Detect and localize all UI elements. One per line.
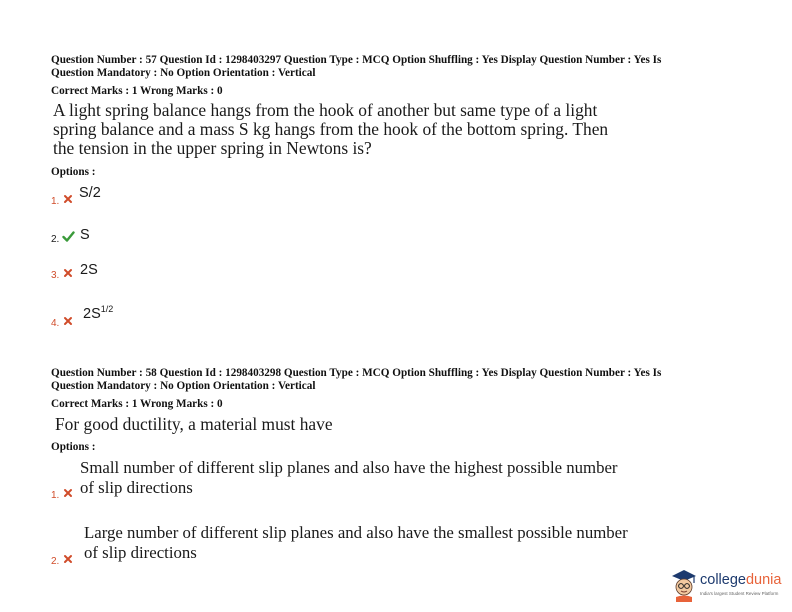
q58-option-1-number: 1. — [51, 490, 60, 501]
q57-option-4-number: 4. — [51, 318, 60, 329]
q58-meta-line1: Question Number : 58 Question Id : 1298403298 Question Type : MCQ Option Shuffling : Yes Display Question Number : Yes Is — [51, 367, 662, 379]
q57-stem-line2: spring balance and a mass S kg hangs from the hook of the bottom spring. Then — [53, 119, 609, 140]
q58-option-2-number: 2. — [51, 556, 60, 567]
brand-accent: dunia — [745, 572, 782, 588]
cross-icon — [63, 554, 73, 564]
q57-option-2-number: 2. — [51, 234, 60, 245]
q57-marks: Correct Marks : 1 Wrong Marks : 0 — [51, 85, 223, 97]
q57-meta-line2: Question Mandatory : No Option Orientation : Vertical — [51, 67, 316, 80]
checkmark-icon — [62, 231, 75, 242]
q58-meta-line2: Question Mandatory : No Option Orientation : Vertical — [51, 380, 316, 393]
q58-option-1-text — [80, 458, 618, 498]
cross-icon — [63, 488, 73, 498]
q57-meta — [51, 54, 661, 81]
q57-option-1-text: S/2 — [79, 185, 101, 201]
graduate-mascot-icon — [670, 568, 698, 602]
brand-logo-text — [700, 572, 781, 588]
brand-tagline: India's largest Student Review Platform — [700, 591, 779, 596]
q57-stem-line1: A light spring balance hangs from the hook of another but same type of a light — [53, 100, 598, 120]
q57-option-3-text: 2S — [80, 262, 98, 278]
cross-icon — [63, 316, 73, 326]
cross-icon — [63, 268, 73, 278]
q58-marks: Correct Marks : 1 Wrong Marks : 0 — [51, 398, 223, 410]
q58-option-1-line2: of slip directions — [80, 478, 193, 497]
q57-stem — [53, 101, 608, 159]
q57-option-4-superscript: 1/2 — [100, 304, 114, 314]
q57-option-3-number: 3. — [51, 270, 60, 281]
q57-option-1-number: 1. — [51, 196, 60, 207]
q57-option-4-base: 2S — [83, 306, 101, 322]
cross-icon — [63, 194, 73, 204]
q58-option-1-line1: Small number of different slip planes and also have the highest possible number — [80, 458, 618, 477]
q58-options-label: Options : — [51, 441, 96, 453]
q58-option-2-text — [84, 523, 628, 563]
q57-option-4-text — [83, 306, 113, 322]
brand-main: college — [700, 572, 746, 588]
q58-stem: For good ductility, a material must have — [55, 414, 333, 434]
q57-options-label: Options : — [51, 166, 96, 178]
q57-option-2-text: S — [80, 227, 90, 243]
q58-option-2-line1: Large number of different slip planes and also have the smallest possible number — [84, 523, 628, 542]
q58-option-2-line2: of slip directions — [84, 543, 197, 562]
q58-meta — [51, 367, 661, 394]
q57-meta-line1: Question Number : 57 Question Id : 1298403297 Question Type : MCQ Option Shuffling : Yes Display Question Number : Yes Is — [51, 54, 662, 66]
q57-stem-line3: the tension in the upper spring in Newtons is? — [53, 138, 372, 159]
